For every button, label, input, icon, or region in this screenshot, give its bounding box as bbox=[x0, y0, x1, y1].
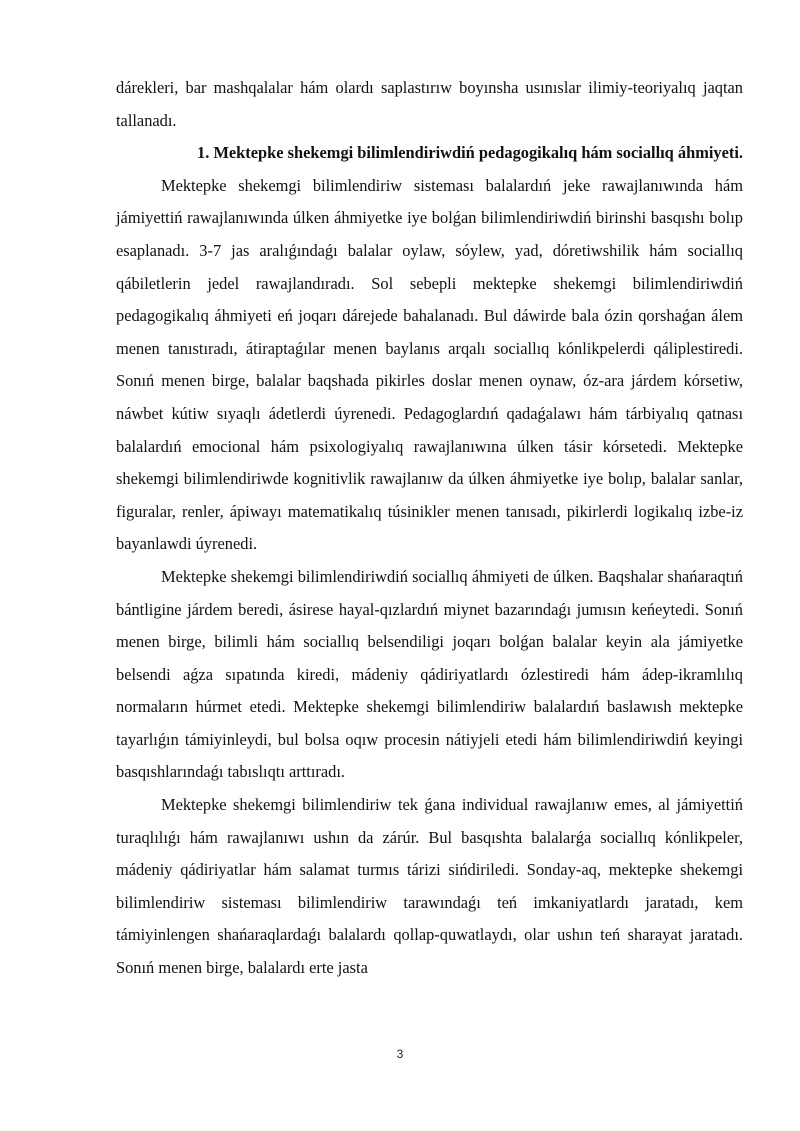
paragraph: Mektepke shekemgi bilimlendiriw sisteması balalardıń jeke rawajlanıwında hám jámiyettiń rawajlanıwında úlken áhmiyetke iye bolǵan bilimlendiriwdiń birinshi basqıshı bolıp esaplanadı. 3-7 jas aralıǵındaǵı balalar oylaw, sóylew, yad, dóretiwshilik hám sociallıq qábiletlerin jedel rawajlandıradı. Sol sebepli mektepke shekemgi bilimlendiriwdiń pedagogikalıq áhmiyeti eń joqarı dárejede bahalanadı. Bul dáwirde bala ózin qorshaǵan álem menen tanıstıradı, átiraptaǵılar menen baylanıs arqalı sociallıq kónlikpelerdi qáliplestiredi. Sonıń menen birge, balalar baqshada pikirles doslar menen oynaw, óz-ara járdem kórsetiw, náwbet kútiw sıyaqlı ádetlerdi úyrenedi. Pedagoglardıń qadaǵalawı hám tárbiyalıq qatnası balalardıń emocional hám psixologiyalıq rawajlanıwına úlken tásir kórsetedi. Mektepke shekemgi bilimlendiriwde kognitivlik rawajlanıw da úlken áhmiyetke iye bolıp, balalar sanlar, figuralar, renler, ápiwayı matematikalıq túsinikler menen tanısadı, pikirlerdi logikalıq izbe-iz bayanlawdi úyrenedi. bbox=[116, 175, 743, 554]
page-content bbox=[116, 72, 743, 985]
section-heading: 1. Mektepke shekemgi bilimlendiriwdiń pedagogikalıq hám sociallıq áhmiyeti. bbox=[197, 143, 743, 163]
paragraph-continued: dárekleri, bar mashqalalar hám olardı saplastırıw boyınsha usınıslar ilimiy-teoriyalıq jaqtan tallanadı. bbox=[116, 78, 743, 130]
paragraph: Mektepke shekemgi bilimlendiriwdiń sociallıq áhmiyeti de úlken. Baqshalar shańaraqtıń bántligine járdem beredi, ásirese hayal-qızlardıń miynet bazarındaǵı jumısın keńeytedi. Sonıń menen birge, bilimli hám sociallıq belsendiligi joqarı bolǵan balalar keyin ala jámiyetke belsendi aǵza sıpatında kiredi, mádeniy qádiriyatlardı ózlestiredi hám ádep-ikramlılıq normaların húrmet etedi. Mektepke shekemgi bilimlendiriw balalardıń baslawısh mektepke tayarlıǵın támiyinleydi, bul bolsa oqıw procesin nátiyjeli etedi hám bilimlendiriwdiń keyingi basqıshlarındaǵı tabıslıqtı arttıradı. bbox=[116, 566, 743, 782]
page-number: 3 bbox=[396, 1047, 404, 1061]
paragraph: Mektepke shekemgi bilimlendiriw tek ǵana individual rawajlanıw emes, al jámiyettiń turaqlılıǵı hám rawajlanıwı ushın da zárúr. Bul basqıshta balalarǵa sociallıq kónlikpeler, mádeniy qádiriyatlar hám salamat turmıs tárizi sińdiriledi. Sonday-aq, mektepke shekemgi bilimlendiriw sisteması bilimlendiriw tarawındaǵı teń imkaniyatlardı jaratadı, kem támiyinlengen shańaraqlardaǵı balalardı qollap-quwatlaydı, olar ushın teń sharayat jaratadı. Sonıń menen birge, balalardı erte jasta bbox=[116, 795, 743, 978]
